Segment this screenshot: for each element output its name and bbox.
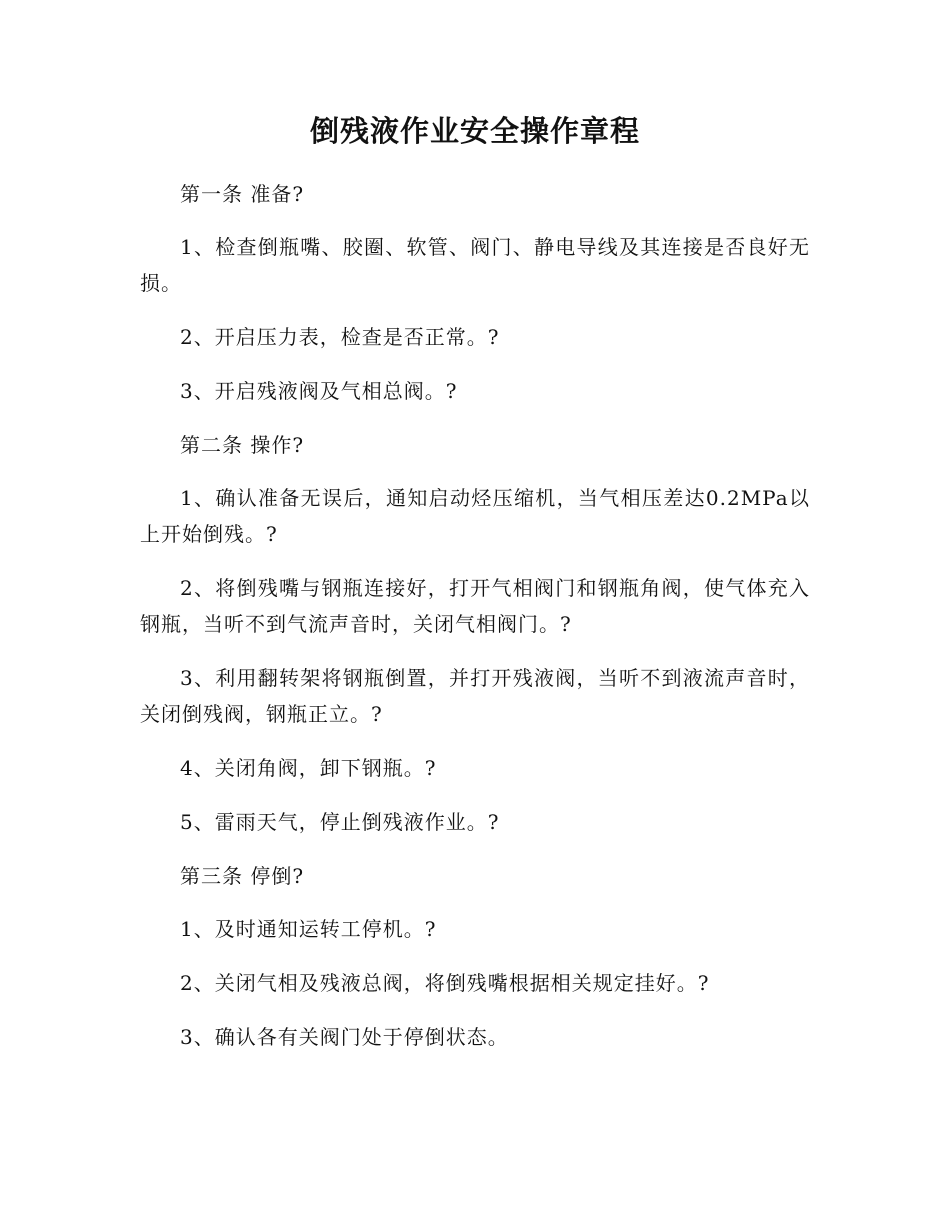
paragraph-prep-2: 2、开启压力表，检查是否正常。?: [180, 325, 500, 349]
paragraph-op-1: 1、确认准备无误后，通知启动烃压缩机，当气相压差达0.2MPa以上开始倒残。?: [140, 486, 810, 546]
paragraph-stop-2: 2、关闭气相及残液总阀，将倒残嘴根据相关规定挂好。?: [180, 971, 710, 995]
paragraph-prep-3: 3、开启残液阀及气相总阀。?: [180, 379, 458, 403]
paragraph-stop-3: 3、确认各有关阀门处于停倒状态。: [180, 1025, 509, 1049]
paragraph-op-4: 4、关闭角阀，卸下钢瓶。?: [180, 756, 437, 780]
paragraph-op-3: 3、利用翻转架将钢瓶倒置，并打开残液阀，当听不到液流声音时，关闭倒残阀，钢瓶正立。?: [140, 666, 810, 726]
paragraph-stop-1: 1、及时通知运转工停机。?: [180, 917, 437, 941]
paragraph-op-5: 5、雷雨天气，停止倒残液作业。?: [180, 810, 500, 834]
section-heading-preparation: 第一条 准备?: [180, 182, 305, 206]
paragraph-op-2: 2、将倒残嘴与钢瓶连接好，打开气相阀门和钢瓶角阀，使气体充入钢瓶，当听不到气流声音时，关闭气相阀门。?: [140, 576, 810, 636]
document-title: 倒残液作业安全操作章程: [309, 114, 640, 148]
section-heading-operation: 第二条 操作?: [180, 433, 305, 457]
section-heading-stop: 第三条 停倒?: [180, 864, 305, 888]
document-body: [140, 176, 810, 1055]
paragraph-prep-1: 1、检查倒瓶嘴、胶圈、软管、阀门、静电导线及其连接是否良好无损。: [140, 235, 810, 295]
